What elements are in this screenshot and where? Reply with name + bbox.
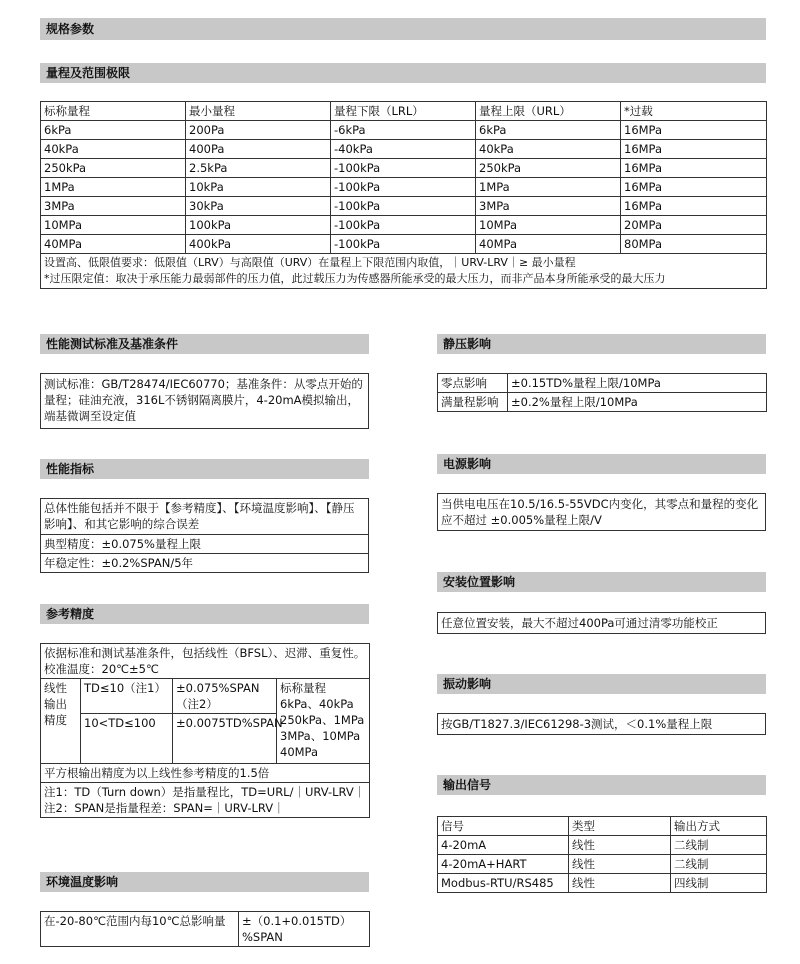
range-notes-row xyxy=(41,254,767,289)
table-row xyxy=(41,764,370,783)
ref-note1: 注1：TD（Turn down）是指量程比，TD=URL/｜URV-LRV｜ xyxy=(44,785,366,799)
table-row xyxy=(41,197,767,216)
ref-linear-label: 线性输出精度 xyxy=(41,679,81,764)
table-row xyxy=(41,178,767,197)
output-section-header: 输出信号 xyxy=(437,775,766,795)
static-zero-label: 零点影响 xyxy=(438,374,508,393)
table-cell: -100kPa xyxy=(331,235,476,254)
range-notes xyxy=(41,254,767,289)
env-value: ±（0.1+0.015TD）%SPAN xyxy=(239,912,370,947)
table-cell: 40MPa xyxy=(41,235,186,254)
table-cell: 400kPa xyxy=(186,235,331,254)
table-cell: -100kPa xyxy=(331,178,476,197)
ref-section-header: 参考精度 xyxy=(40,604,369,624)
table-cell: 二线制 xyxy=(671,836,767,855)
table-row xyxy=(41,140,767,159)
table-cell: 4-20mA xyxy=(438,836,569,855)
table-cell: 10kPa xyxy=(186,178,331,197)
table-row xyxy=(41,554,369,573)
table-header: 量程下限（LRL） xyxy=(331,102,476,121)
table-cell: 20MPa xyxy=(621,216,767,235)
ref-td1: TD≤10（注1） xyxy=(81,679,173,714)
ref-ranges-list: 6kPa、40kPa 250kPa、1MPa 3MPa、10MPa 40MPa xyxy=(280,697,365,759)
table-row xyxy=(41,121,767,140)
mount-section-header: 安装位置影响 xyxy=(437,572,766,592)
ref-intro: 依据标准和测试基准条件，包括线性（BFSL）、迟滞、重复性。校准温度：20℃±5℃ xyxy=(41,644,370,679)
table-row xyxy=(41,216,767,235)
table-cell: 40MPa xyxy=(476,235,621,254)
table-cell: 16MPa xyxy=(621,140,767,159)
vib-section-header: 振动影响 xyxy=(437,674,766,694)
perf-table xyxy=(40,498,369,573)
table-row xyxy=(438,836,767,855)
table-row xyxy=(41,783,370,818)
table-cell: 4-20mA+HART xyxy=(438,855,569,874)
table-cell: 16MPa xyxy=(621,121,767,140)
ref-note2: 注2：SPAN是指量程差：SPAN=｜URV-LRV｜ xyxy=(44,801,285,815)
table-cell: 80MPa xyxy=(621,235,767,254)
table-cell: 3MPa xyxy=(476,197,621,216)
perf-stability: 年稳定性：±0.2%SPAN/5年 xyxy=(41,554,369,573)
table-row xyxy=(41,535,369,554)
static-span-value: ±0.2%量程上限/10MPa xyxy=(508,393,767,412)
output-table-header-row xyxy=(438,817,767,836)
table-row xyxy=(438,393,767,412)
table-cell: 10MPa xyxy=(41,216,186,235)
range-table xyxy=(40,101,767,289)
table-cell: 16MPa xyxy=(621,159,767,178)
ref-sqrt-note: 平方根输出精度为以上线性参考精度的1.5倍 xyxy=(41,764,370,783)
table-cell: 线性 xyxy=(569,855,671,874)
static-table xyxy=(437,373,767,412)
table-cell: 10MPa xyxy=(476,216,621,235)
static-section-header: 静压影响 xyxy=(437,334,766,354)
env-section-header: 环境温度影响 xyxy=(40,872,369,892)
table-cell: 16MPa xyxy=(621,178,767,197)
table-header: 输出方式 xyxy=(671,817,767,836)
range-note-overload: *过压限定值：取决于承压能力最弱部件的压力值，此过载压力为传感器所能承受的最大压力，而非产品本身所能承受的最大压力 xyxy=(44,272,666,285)
table-cell: -40kPa xyxy=(331,140,476,159)
table-header: *过载 xyxy=(621,102,767,121)
spec-main-header: 规格参数 xyxy=(40,18,766,40)
test-section-header: 性能测试标准及基准条件 xyxy=(40,334,369,354)
perf-section-header: 性能指标 xyxy=(40,459,369,479)
table-cell: Modbus-RTU/RS485 xyxy=(438,874,569,893)
env-label: 在-20-80℃范围内每10℃总影响量 xyxy=(41,912,239,947)
power-effect-box: 当供电电压在10.5/16.5-55VDC内变化，其零点和量程的变化应不超过 ±0.005%量程上限/V xyxy=(437,493,766,531)
table-header: 信号 xyxy=(438,817,569,836)
range-note-limits: 设置高、低限值要求：低限值（LRV）与高限值（URV）在量程上下限范围内取值，｜URV-LRV｜≥ 最小量程 xyxy=(44,256,576,269)
table-row xyxy=(41,912,370,947)
table-cell: 6kPa xyxy=(41,121,186,140)
ref-acc2: ±0.0075TD%SPAN xyxy=(173,714,277,764)
table-cell: 400Pa xyxy=(186,140,331,159)
table-header: 量程上限（URL） xyxy=(476,102,621,121)
power-section-header: 电源影响 xyxy=(437,454,766,474)
ref-notes xyxy=(41,783,370,818)
table-cell: -6kPa xyxy=(331,121,476,140)
table-row xyxy=(41,644,370,679)
table-cell: 1MPa xyxy=(41,178,186,197)
table-cell: 6kPa xyxy=(476,121,621,140)
table-row xyxy=(41,499,369,535)
table-header: 类型 xyxy=(569,817,671,836)
vibration-effect-box: 按GB/T1827.3/IEC61298-3测试，＜0.1%量程上限 xyxy=(437,713,766,735)
table-cell: 2.5kPa xyxy=(186,159,331,178)
ref-td2: 10<TD≤100 xyxy=(81,714,173,764)
table-cell: 250kPa xyxy=(476,159,621,178)
ref-acc1: ±0.075%SPAN（注2） xyxy=(173,679,277,714)
table-cell: 30kPa xyxy=(186,197,331,216)
table-cell: -100kPa xyxy=(331,197,476,216)
range-section-header: 量程及范围极限 xyxy=(40,63,766,83)
table-cell: 250kPa xyxy=(41,159,186,178)
env-table xyxy=(40,911,370,947)
table-cell: 200Pa xyxy=(186,121,331,140)
table-cell: -100kPa xyxy=(331,216,476,235)
mount-effect-box: 任意位置安装，最大不超过400Pa可通过清零功能校正 xyxy=(437,612,766,634)
ref-ranges-label: 标称量程 xyxy=(280,681,326,695)
table-header: 标称量程 xyxy=(41,102,186,121)
table-cell: 3MPa xyxy=(41,197,186,216)
table-cell: 40kPa xyxy=(476,140,621,159)
table-cell: 线性 xyxy=(569,874,671,893)
table-cell: 四线制 xyxy=(671,874,767,893)
table-cell: 40kPa xyxy=(41,140,186,159)
output-table xyxy=(437,816,767,893)
table-row xyxy=(41,159,767,178)
table-row xyxy=(41,235,767,254)
table-cell: 线性 xyxy=(569,836,671,855)
static-zero-value: ±0.15TD%量程上限/10MPa xyxy=(508,374,767,393)
table-row xyxy=(438,874,767,893)
range-table-header-row xyxy=(41,102,767,121)
test-conditions-box: 测试标准：GB/T28474/IEC60770；基准条件：从零点开始的量程；硅油充液，316L不锈钢隔离膜片，4-20mA模拟输出，端基微调至设定值 xyxy=(40,373,369,429)
table-row xyxy=(41,679,370,714)
table-header: 最小量程 xyxy=(186,102,331,121)
table-cell: 二线制 xyxy=(671,855,767,874)
table-cell: -100kPa xyxy=(331,159,476,178)
table-row xyxy=(438,855,767,874)
static-span-label: 满量程影响 xyxy=(438,393,508,412)
ref-accuracy-table xyxy=(40,643,370,818)
table-cell: 16MPa xyxy=(621,197,767,216)
table-row xyxy=(438,374,767,393)
perf-typical-accuracy: 典型精度：±0.075%量程上限 xyxy=(41,535,369,554)
table-cell: 1MPa xyxy=(476,178,621,197)
perf-overall: 总体性能包括并不限于【参考精度】、【环境温度影响】、【静压影响】、和其它影响的综合误差 xyxy=(41,499,369,535)
table-cell: 100kPa xyxy=(186,216,331,235)
ref-ranges xyxy=(277,679,370,764)
